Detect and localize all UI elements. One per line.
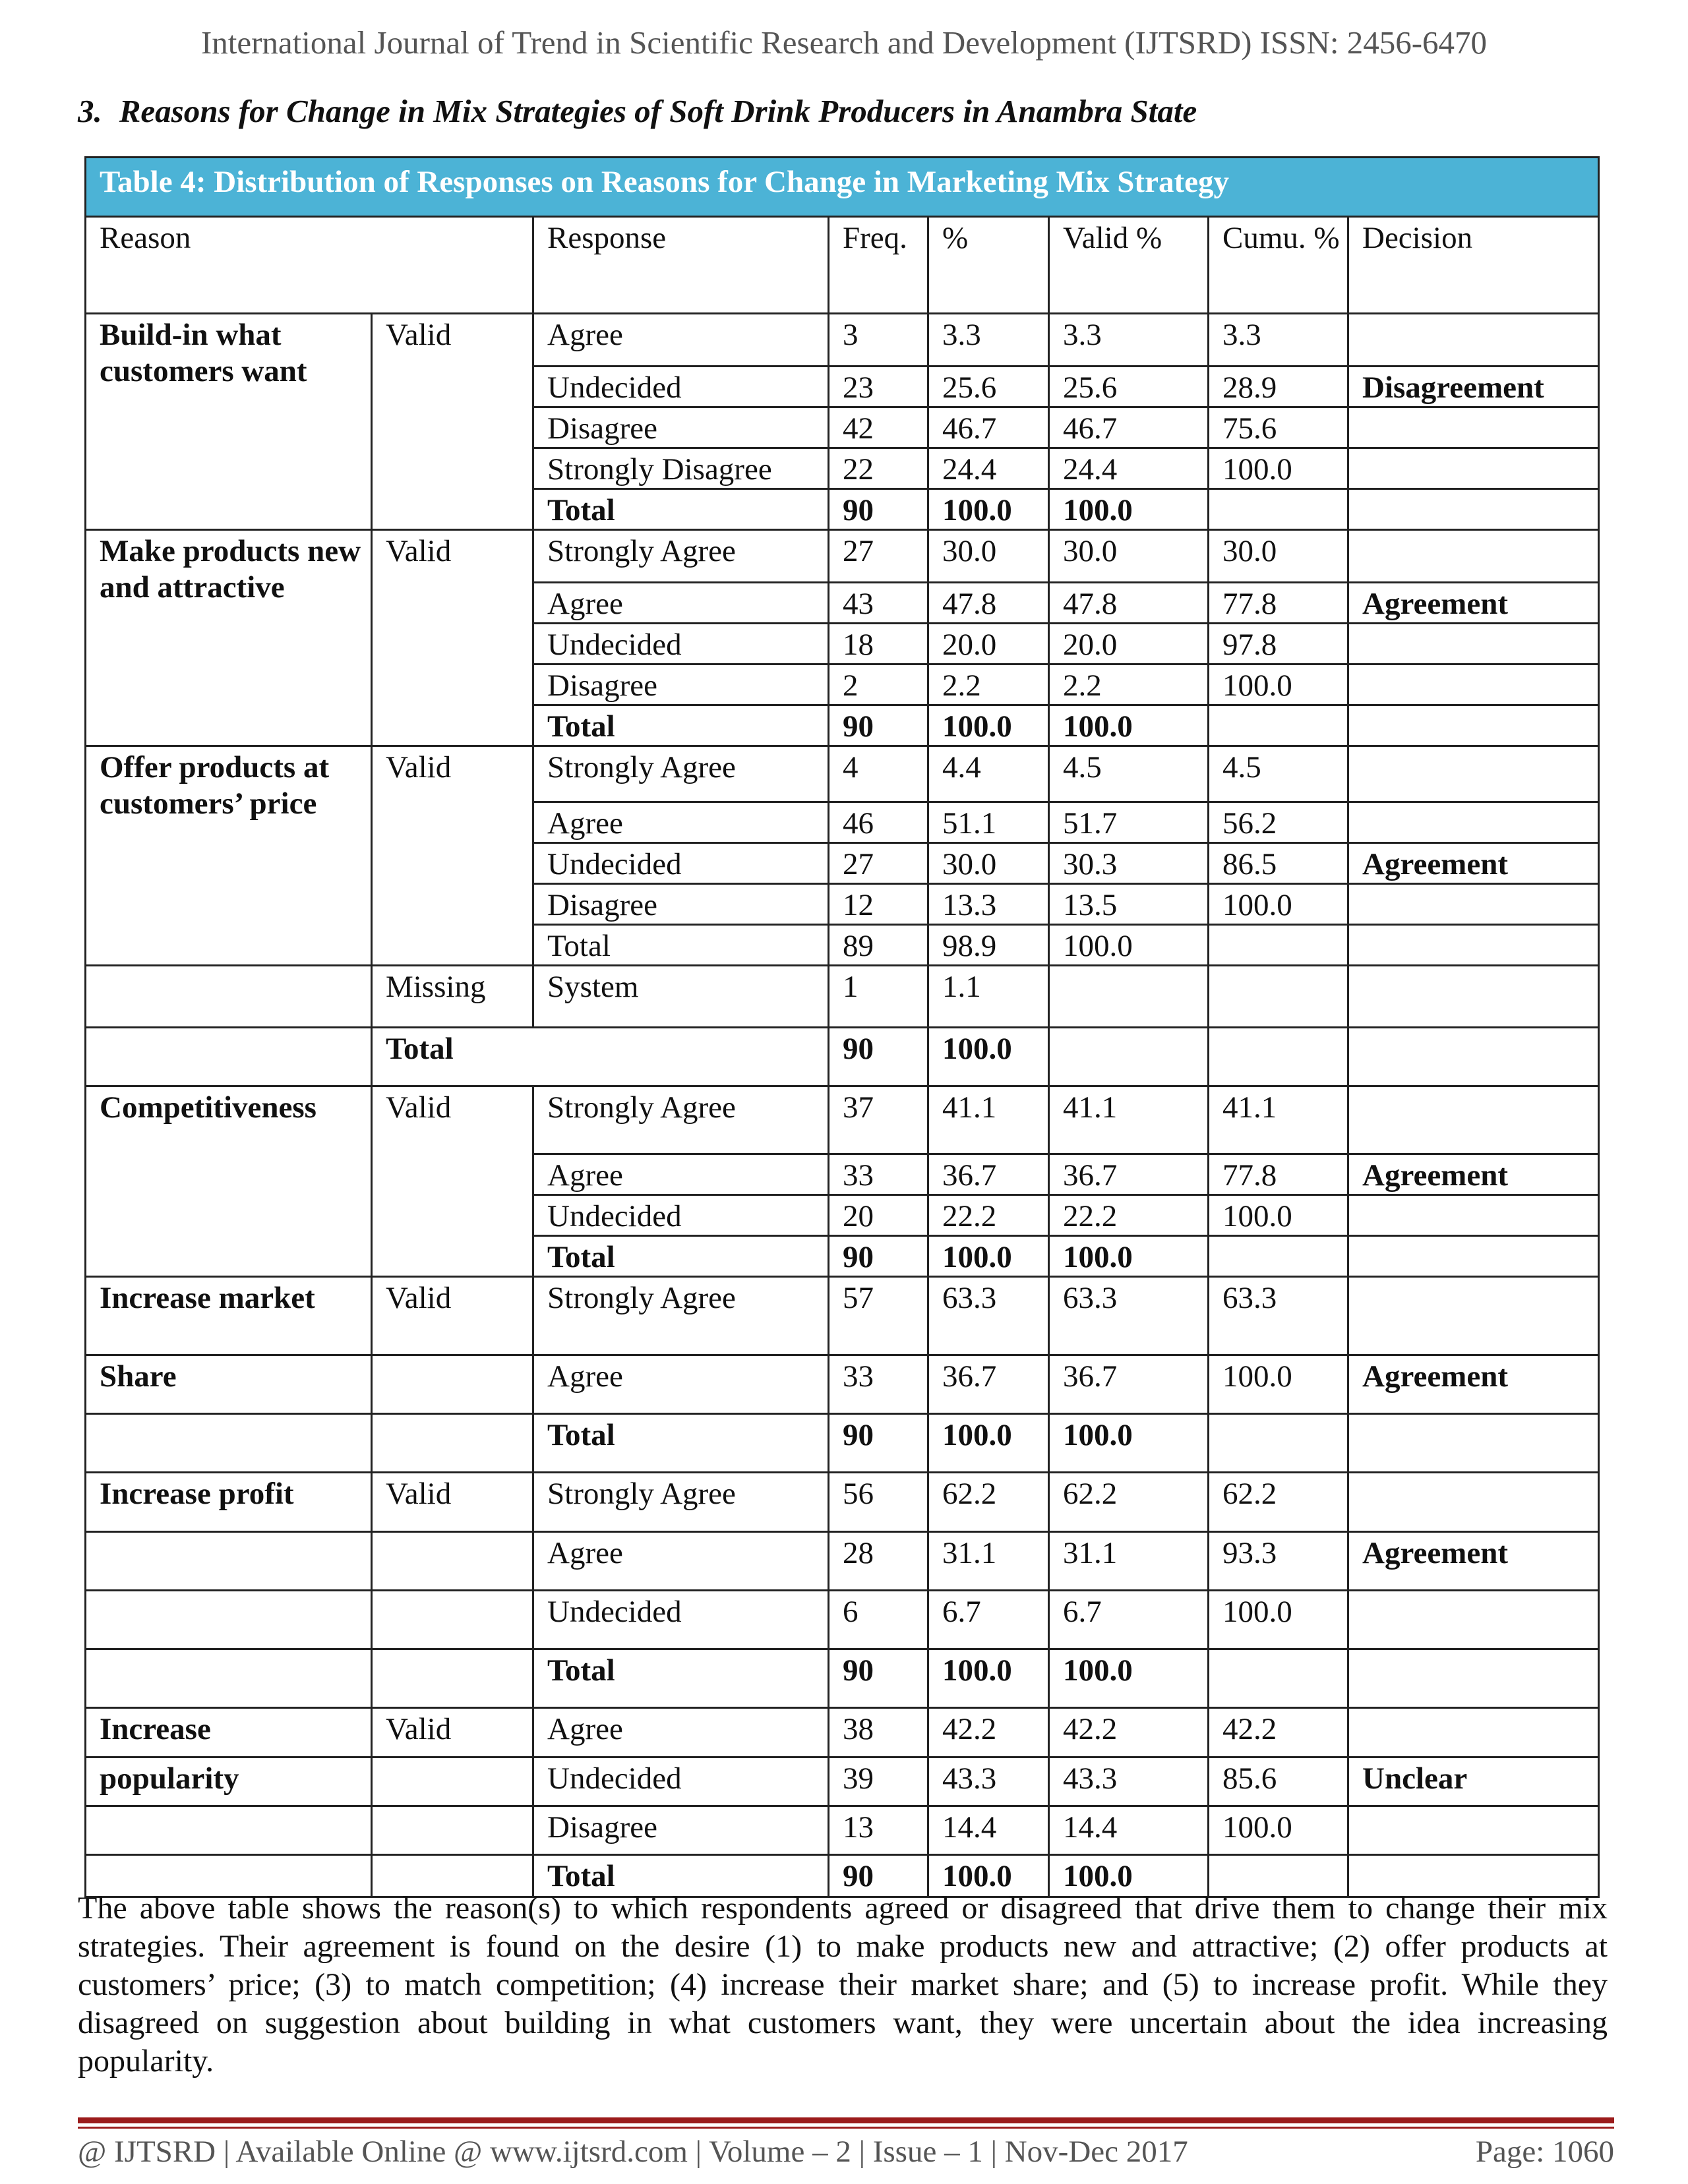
cumulative-cell: 86.5 [1209,843,1348,884]
valid-percent-cell: 4.5 [1049,746,1209,802]
valid-percent-cell: 41.1 [1049,1086,1209,1154]
valid-percent-cell: 30.0 [1049,530,1209,583]
freq-cell: 90 [829,1855,928,1897]
empty-cell [86,966,372,1028]
empty-cell [1209,966,1348,1028]
freq-cell: 20 [829,1195,928,1236]
reason-label: Increase [86,1708,372,1757]
reason-label: Increase market [86,1277,372,1355]
freq-cell: 27 [829,530,928,583]
valid-percent-cell: 14.4 [1049,1806,1209,1855]
reason-label: Competitiveness [86,1086,372,1277]
response-cell: Disagree [533,407,829,448]
header-freq: Freq. [829,217,928,314]
empty-cell [1049,966,1209,1028]
percent-cell: 98.9 [928,925,1049,966]
decision-cell [1348,1277,1599,1355]
valid-percent-cell: 42.2 [1049,1708,1209,1757]
decision-cell [1348,1414,1599,1473]
table-row [86,1086,1599,1154]
response-cell: Disagree [533,884,829,925]
freq-cell: 6 [829,1591,928,1649]
valid-percent-cell: 31.1 [1049,1532,1209,1591]
percent-cell: 47.8 [928,583,1049,624]
freq-cell: 27 [829,843,928,884]
cumulative-cell: 100.0 [1209,1806,1348,1855]
valid-percent-cell: 36.7 [1049,1355,1209,1414]
status-label: Valid [372,1086,533,1277]
grand-total-label: Total [372,1028,829,1086]
table-row [86,1277,1599,1355]
reason-label: Increase profit [86,1473,372,1532]
cumulative-cell: 75.6 [1209,407,1348,448]
valid-percent-cell: 43.3 [1049,1757,1209,1806]
empty-cell [86,1414,372,1473]
journal-header: International Journal of Trend in Scientific Research and Development (IJTSRD) ISSN: 2456-6470 [200,24,1488,61]
table-row [86,1414,1599,1473]
percent-cell: 24.4 [928,448,1049,489]
freq-cell: 56 [829,1473,928,1532]
percent-cell: 41.1 [928,1086,1049,1154]
empty-cell [1348,966,1599,1028]
freq-cell: 57 [829,1277,928,1355]
table-row-missing [86,966,1599,1028]
cumulative-cell: 100.0 [1209,1591,1348,1649]
freq-cell: 33 [829,1154,928,1195]
response-cell: Strongly Agree [533,1473,829,1532]
percent-cell: 13.3 [928,884,1049,925]
freq-cell: 90 [829,1236,928,1277]
percent-cell: 100.0 [928,705,1049,746]
percent-cell: 22.2 [928,1195,1049,1236]
cumulative-cell [1209,1414,1348,1473]
percent-cell: 36.7 [928,1154,1049,1195]
valid-percent-cell: 24.4 [1049,448,1209,489]
table-row [86,1757,1599,1806]
cumulative-cell: 85.6 [1209,1757,1348,1806]
decision-cell [1348,1806,1599,1855]
percent-cell: 63.3 [928,1277,1049,1355]
response-cell: Total [533,1236,829,1277]
response-cell: Strongly Agree [533,1086,829,1154]
section-title: Reasons for Change in Mix Strategies of Soft Drink Producers in Anambra State [119,93,1197,129]
status-label: Missing [372,966,533,1028]
table-row [86,1591,1599,1649]
cumulative-cell [1209,1236,1348,1277]
header-percent: % [928,217,1049,314]
header-cumulative-percent: Cumu. % [1209,217,1348,314]
percent-cell: 51.1 [928,802,1049,843]
percent-cell: 3.3 [928,314,1049,367]
response-cell: Undecided [533,1591,829,1649]
valid-percent-cell: 100.0 [1049,1236,1209,1277]
table-row [86,530,1599,583]
freq-cell: 39 [829,1757,928,1806]
cumulative-cell: 30.0 [1209,530,1348,583]
header-reason: Reason [86,217,533,314]
cumulative-cell: 28.9 [1209,367,1348,407]
percent-cell: 100.0 [928,489,1049,530]
valid-percent-cell: 100.0 [1049,489,1209,530]
reason-label: Make products new and attractive [86,530,372,746]
response-cell: Total [533,489,829,530]
cumulative-cell [1209,489,1348,530]
valid-percent-cell: 51.7 [1049,802,1209,843]
response-cell: Agree [533,1154,829,1195]
cumulative-cell [1209,1649,1348,1708]
decision-label: Agreement [1348,1532,1599,1591]
decision-label: Agreement [1348,583,1599,624]
empty-cell [86,1028,372,1086]
freq-cell: 89 [829,925,928,966]
table-row [86,746,1599,802]
cumulative-cell: 63.3 [1209,1277,1348,1355]
valid-percent-cell: 100.0 [1049,1414,1209,1473]
empty-cell [86,1806,372,1855]
decision-cell [1348,746,1599,802]
footer-rule [78,2117,1614,2123]
cumulative-cell: 93.3 [1209,1532,1348,1591]
valid-percent-cell: 25.6 [1049,367,1209,407]
reason-label-continued: popularity [86,1757,372,1806]
percent-cell: 6.7 [928,1591,1049,1649]
percent-cell: 31.1 [928,1532,1049,1591]
cumulative-cell: 77.8 [1209,1154,1348,1195]
cumulative-cell: 100.0 [1209,1355,1348,1414]
percent-cell: 62.2 [928,1473,1049,1532]
response-cell: Agree [533,802,829,843]
decision-label: Agreement [1348,1154,1599,1195]
response-cell: Agree [533,1355,829,1414]
response-cell: Disagree [533,1806,829,1855]
decision-cell [1348,1236,1599,1277]
empty-cell [372,1591,533,1649]
percent-cell: 25.6 [928,367,1049,407]
response-cell: Total [533,1855,829,1897]
percent-cell: 46.7 [928,407,1049,448]
response-cell: Strongly Agree [533,1277,829,1355]
valid-percent-cell: 63.3 [1049,1277,1209,1355]
freq-cell: 22 [829,448,928,489]
cumulative-cell: 4.5 [1209,746,1348,802]
freq-cell: 38 [829,1708,928,1757]
freq-cell: 90 [829,489,928,530]
table-row [86,1473,1599,1532]
cumulative-cell: 100.0 [1209,664,1348,705]
response-cell: Agree [533,1708,829,1757]
empty-cell [86,1591,372,1649]
cumulative-cell: 100.0 [1209,448,1348,489]
decision-cell [1348,1086,1599,1154]
percent-cell: 100.0 [928,1236,1049,1277]
section-number: 3. [78,93,102,129]
decision-cell [1348,802,1599,843]
footer-rule-thin [78,2127,1614,2129]
freq-cell: 90 [829,1028,928,1086]
reason-label-continued: Share [86,1355,372,1414]
valid-percent-cell: 3.3 [1049,314,1209,367]
freq-cell: 4 [829,746,928,802]
valid-percent-cell: 46.7 [1049,407,1209,448]
response-cell: Strongly Disagree [533,448,829,489]
percent-cell: 14.4 [928,1806,1049,1855]
percent-cell: 1.1 [928,966,1049,1028]
freq-cell: 23 [829,367,928,407]
response-cell: Strongly Agree [533,746,829,802]
cumulative-cell: 77.8 [1209,583,1348,624]
empty-cell [1049,1028,1209,1086]
decision-cell [1348,407,1599,448]
freq-cell: 43 [829,583,928,624]
table-row-grand-total [86,1028,1599,1086]
freq-cell: 13 [829,1806,928,1855]
summary-paragraph: The above table shows the reason(s) to which respondents agreed or disagreed that drive them to change their mix strategies. Their agreement is found on the desire (1) to make products new and attractive; (2) offer products at customers’ price; (3) to match competition; (4) increase their market share; and (5) to increase profit. While they disagreed on suggestion about building in what customers want, they were uncertain about the idea increasing popularity. [78,1891,1608,2079]
table-caption: Table 4: Distribution of Responses on Reasons for Change in Marketing Mix Strategy [86,158,1599,217]
cumulative-cell: 41.1 [1209,1086,1348,1154]
table-row [86,1532,1599,1591]
response-cell: Total [533,705,829,746]
response-cell: Total [533,1649,829,1708]
valid-percent-cell: 47.8 [1049,583,1209,624]
freq-cell: 90 [829,705,928,746]
valid-percent-cell: 100.0 [1049,925,1209,966]
response-cell: Agree [533,1532,829,1591]
response-cell: Undecided [533,1195,829,1236]
table-row [86,1649,1599,1708]
cumulative-cell [1209,705,1348,746]
valid-percent-cell: 62.2 [1049,1473,1209,1532]
decision-label: Agreement [1348,1355,1599,1414]
status-label: Valid [372,530,533,746]
decision-label: Agreement [1348,843,1599,884]
valid-percent-cell: 36.7 [1049,1154,1209,1195]
valid-percent-cell: 100.0 [1049,1649,1209,1708]
percent-cell: 43.3 [928,1757,1049,1806]
freq-cell: 28 [829,1532,928,1591]
header-decision: Decision [1348,217,1599,314]
percent-cell: 20.0 [928,624,1049,664]
response-cell: Undecided [533,624,829,664]
empty-cell [372,1532,533,1591]
cumulative-cell: 3.3 [1209,314,1348,367]
footer [78,2134,1614,2169]
decision-cell [1348,448,1599,489]
empty-cell [372,1649,533,1708]
status-label: Valid [372,1277,533,1355]
freq-cell: 18 [829,624,928,664]
cumulative-cell: 100.0 [1209,1195,1348,1236]
freq-cell: 90 [829,1649,928,1708]
valid-percent-cell: 2.2 [1049,664,1209,705]
section-heading [78,92,1197,130]
percent-cell: 100.0 [928,1649,1049,1708]
percent-cell: 100.0 [928,1028,1049,1086]
status-label: Valid [372,314,533,530]
cumulative-cell: 42.2 [1209,1708,1348,1757]
empty-cell [372,1806,533,1855]
valid-percent-cell: 100.0 [1049,1855,1209,1897]
header-response: Response [533,217,829,314]
reason-label: Offer products at customers’ price [86,746,372,966]
response-cell: Agree [533,583,829,624]
decision-cell [1348,1649,1599,1708]
response-cell: Strongly Agree [533,530,829,583]
freq-cell: 12 [829,884,928,925]
cumulative-cell: 56.2 [1209,802,1348,843]
empty-cell [372,1355,533,1414]
table-caption-row [86,158,1599,217]
empty-cell [1209,1028,1348,1086]
decision-cell [1348,925,1599,966]
freq-cell: 37 [829,1086,928,1154]
percent-cell: 2.2 [928,664,1049,705]
percent-cell: 30.0 [928,843,1049,884]
decision-cell [1348,624,1599,664]
percent-cell: 36.7 [928,1355,1049,1414]
valid-percent-cell: 6.7 [1049,1591,1209,1649]
response-cell: Agree [533,314,829,367]
decision-cell [1348,1708,1599,1757]
freq-cell: 46 [829,802,928,843]
valid-percent-cell: 22.2 [1049,1195,1209,1236]
empty-cell [372,1414,533,1473]
cumulative-cell: 62.2 [1209,1473,1348,1532]
decision-cell [1348,705,1599,746]
table-header-row [86,217,1599,314]
freq-cell: 2 [829,664,928,705]
response-cell: Undecided [533,1757,829,1806]
freq-cell: 33 [829,1355,928,1414]
empty-cell [86,1532,372,1591]
decision-label: Unclear [1348,1757,1599,1806]
status-label: Valid [372,1473,533,1532]
footer-info: @ IJTSRD | Available Online @ www.ijtsrd.com | Volume – 2 | Issue – 1 | Nov-Dec 2017 [78,2135,1188,2169]
freq-cell: 42 [829,407,928,448]
response-cell: Total [533,1414,829,1473]
cumulative-cell: 100.0 [1209,884,1348,925]
status-label: Valid [372,1708,533,1757]
decision-cell [1348,530,1599,583]
percent-cell: 42.2 [928,1708,1049,1757]
table-row [86,1708,1599,1757]
valid-percent-cell: 30.3 [1049,843,1209,884]
empty-cell [1348,1028,1599,1086]
percent-cell: 30.0 [928,530,1049,583]
valid-percent-cell: 20.0 [1049,624,1209,664]
table-row [86,1806,1599,1855]
valid-percent-cell: 100.0 [1049,705,1209,746]
percent-cell: 100.0 [928,1414,1049,1473]
header-valid-percent: Valid % [1049,217,1209,314]
decision-cell [1348,1195,1599,1236]
decision-cell [1348,314,1599,367]
cumulative-cell: 97.8 [1209,624,1348,664]
reason-label: Build-in what customers want [86,314,372,530]
page-number: Page: 1060 [1475,2135,1614,2169]
freq-cell: 1 [829,966,928,1028]
empty-cell [86,1649,372,1708]
responses-table [84,156,1600,1898]
freq-cell: 3 [829,314,928,367]
decision-cell [1348,1591,1599,1649]
decision-label: Disagreement [1348,367,1599,407]
response-cell: Undecided [533,367,829,407]
table-row [86,314,1599,367]
valid-percent-cell: 13.5 [1049,884,1209,925]
response-cell: Undecided [533,843,829,884]
cumulative-cell [1209,925,1348,966]
decision-cell [1348,884,1599,925]
percent-cell: 4.4 [928,746,1049,802]
status-label: Valid [372,746,533,966]
table-row [86,1355,1599,1414]
percent-cell: 100.0 [928,1855,1049,1897]
response-cell: Disagree [533,664,829,705]
decision-cell [1348,664,1599,705]
decision-cell [1348,489,1599,530]
response-cell: Total [533,925,829,966]
decision-cell [1348,1473,1599,1532]
freq-cell: 90 [829,1414,928,1473]
empty-cell [372,1757,533,1806]
response-cell: System [533,966,829,1028]
